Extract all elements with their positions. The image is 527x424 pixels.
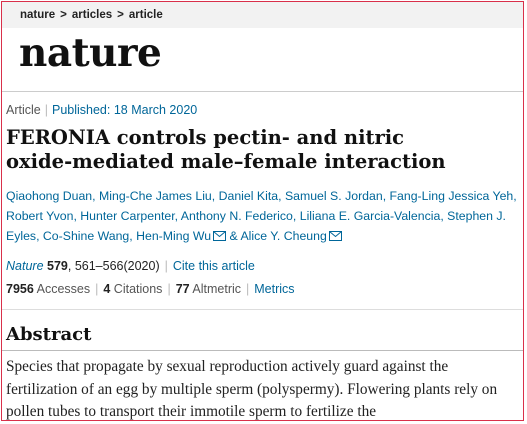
volume-number: 579 [47,259,68,273]
article-title-line-2: oxide-mediated male–female interaction [6,150,446,173]
breadcrumb-separator: > [60,9,67,21]
header-divider [2,91,523,92]
author-join: & [229,229,238,243]
breadcrumb-item-article: article [128,9,163,21]
author-link[interactable]: Hen-Ming Wu [136,229,212,243]
breadcrumb-item-nature[interactable]: nature [20,9,56,21]
author-link[interactable]: Anthony N. Federico [180,209,293,223]
citation-divider: | [164,259,168,273]
citations-label: Citations [113,282,163,296]
breadcrumb-item-articles[interactable]: articles [71,9,113,21]
published-date-link[interactable]: Published: 18 March 2020 [51,103,198,117]
metrics-divider: | [246,282,250,296]
author-link[interactable]: Hunter Carpenter [80,209,175,223]
citation-line [6,259,255,273]
metrics-divider: | [167,282,171,296]
page-range: , 561–566(2020) [67,259,160,273]
article-meta [6,103,197,117]
article-title [6,126,521,174]
author-link[interactable]: Qiaohong Duan [6,189,93,203]
author-link[interactable]: Ming-Che James Liu [99,189,212,203]
journal-link[interactable]: Nature [6,259,44,273]
author-link[interactable]: Daniel Kita [218,189,279,203]
metrics-divider: | [95,282,99,296]
meta-divider: | [44,103,48,117]
accesses-label: Accesses [36,282,91,296]
abstract-text: Species that propagate by sexual reproduction actively guard against the fertilization of an egg by multiple sperm (polyspermy). Flowering plants rely on pollen tubes to transport their immotile sperm to fertilize the [6,358,498,420]
author-link[interactable]: Liliana E. Garcia-Valencia [299,209,441,223]
article-metrics [6,282,295,296]
author-list: Qiaohong Duan, Ming-Che James Liu, Daniel Kita, Samuel S. Jordan, Fang-Ling Jessica Yeh, Robert Yvon, Hunter Carpenter, Anthony N. Federico, Liliana E. Garcia-Valencia, Stephen J. Eyles, Co-Shine Wang, Hen-Ming Wu & Alice Y. Cheung [6,189,517,243]
metrics-divider-line [2,309,523,310]
author-link[interactable]: Stephen J. Eyles [6,209,506,243]
article-type: Article [6,103,41,117]
author-link[interactable]: Alice Y. Cheung [240,229,327,243]
altmetric-count: 77 [175,282,190,296]
altmetric-label: Altmetric [192,282,242,296]
breadcrumb [2,2,523,28]
cite-this-article-link[interactable]: Cite this article [172,259,255,273]
article-title-line-1: FERONIA controls pectin- and nitric [6,126,405,149]
author-link[interactable]: Robert Yvon [6,209,74,223]
accesses-count: 7956 [6,282,34,296]
envelope-icon[interactable] [329,231,342,241]
abstract-heading: Abstract [6,324,92,345]
abstract-divider-line [2,350,523,351]
citations-count: 4 [103,282,111,296]
metrics-link[interactable]: Metrics [254,282,295,296]
author-link[interactable]: Co-Shine Wang [42,229,130,243]
breadcrumb-separator: > [117,9,124,21]
author-link[interactable]: Samuel S. Jordan [284,189,383,203]
author-link[interactable]: Fang-Ling Jessica Yeh [389,189,514,203]
nature-logo[interactable]: nature [19,30,162,76]
page-frame [1,1,524,421]
envelope-icon[interactable] [213,231,226,241]
